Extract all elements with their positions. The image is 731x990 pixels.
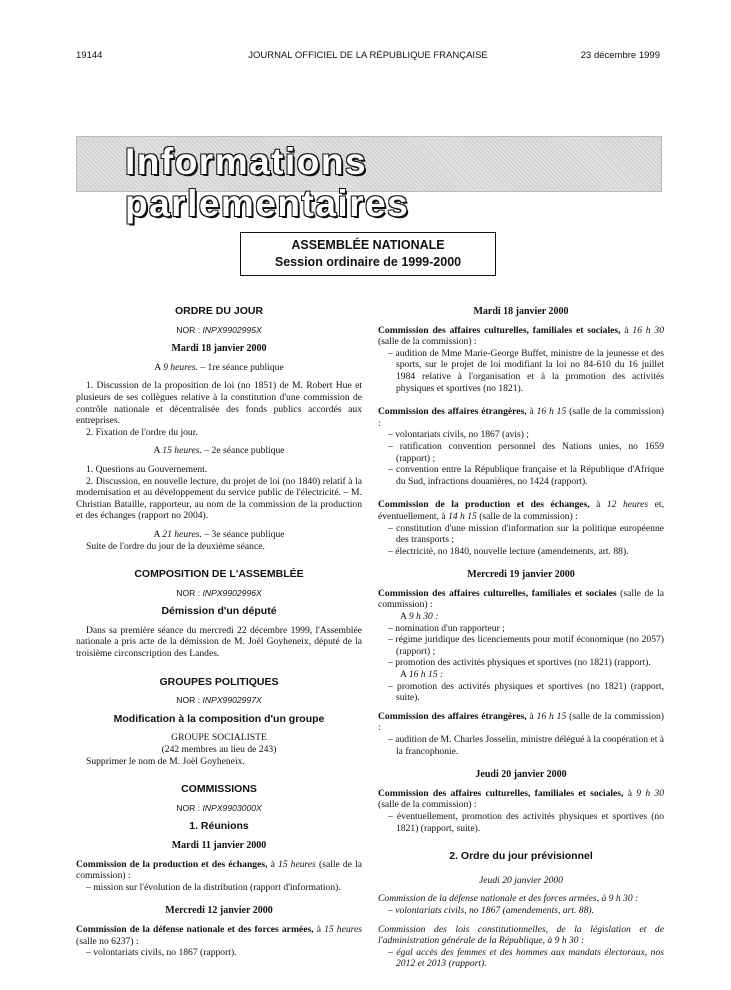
issue-date: 23 décembre 1999 <box>580 50 660 61</box>
agenda-item: 1. Discussion de la proposition de loi (no 1851) de M. Robert Hue et plusieurs de ses collègues relative à la constitution d'une commission de contrôle nationale et décentralisée des fonds publics accordés aux entreprises. <box>76 380 362 427</box>
assembly-name: ASSEMBLÉE NATIONALE <box>291 238 445 252</box>
modification-heading: Modification à la composition d'un groupe <box>113 712 325 725</box>
ordre-du-jour-heading: ORDRE DU JOUR <box>174 305 264 317</box>
agenda-item: 2. Discussion, en nouvelle lecture, du projet de loi (no 1840) relatif à la modernisation et au développement du service public de l'électricité. – M. Christian Bataille, rapporteur, au nom de la commission de la production et des échanges (rapport no 2004). <box>76 475 362 522</box>
list-item: – promotion des activités physiques et sportives (no 1821) (rapport, suite). <box>388 680 664 704</box>
nor-line: NOR : INPX9902995X <box>176 324 262 335</box>
group-name: GROUPE SOCIALISTE <box>171 732 267 744</box>
date-heading: Mardi 11 janvier 2000 <box>171 840 267 851</box>
list-item: – volontariats civils, no 1867 (amendements, art. 88). <box>388 904 594 916</box>
page-number: 19144 <box>76 50 103 61</box>
commissions-heading: COMMISSIONS <box>181 783 257 796</box>
list-item: – audition de Mme Marie-George Buffet, ministre de la jeunesse et des sports, sur le projet de loi modifiant la loi no 84-610 du 16 juillet 1984 relative à l'organisation et à la promotion des activités physiques et sportives (no 1821). <box>388 347 664 394</box>
list-item: – ratification convention personnel des Nations unies, no 1659 (rapport) ; <box>388 440 664 464</box>
right-column <box>378 306 664 970</box>
seance-line: A 21 heures. – 3e séance publique <box>153 528 285 540</box>
journal-title: JOURNAL OFFICIEL DE LA RÉPUBLIQUE FRANÇAISE <box>248 50 488 61</box>
commission-entry: Commission des affaires étrangères, à 16 h 15 (salle de la commission) : <box>378 406 665 429</box>
group-count: (242 membres au lieu de 243) <box>161 744 277 756</box>
date-heading: Jeudi 20 janvier 2000 <box>479 874 563 886</box>
commission-entry: Commission des lois constitutionnelles, de la législation et de l'administration générale de la République, à 9 h 30 : <box>378 923 664 947</box>
nor-line: NOR : INPX9902997X <box>176 695 262 706</box>
date-heading: Mardi 18 janvier 2000 <box>171 343 267 355</box>
commission-entry: Commission des affaires culturelles, familiales et sociales, à 9 h 30 (salle de la commission) : <box>378 787 664 811</box>
section-banner <box>76 136 662 224</box>
list-item: – nomination d'un rapporteur ; <box>388 622 505 634</box>
seance-line: A 9 heures. – 1re séance publique <box>154 361 284 373</box>
list-item: – volontariats civils, no 1867 (rapport). <box>86 947 237 959</box>
left-column <box>76 306 362 959</box>
list-item: – électricité, no 1840, nouvelle lecture (amendements, art. 88). <box>388 545 629 557</box>
agenda-item: 2. Fixation de l'ordre du jour. <box>86 426 198 438</box>
list-item: – promotion des activités physiques et sportives (no 1821) (rapport). <box>388 657 651 669</box>
list-item: – mission sur l'évolution de la distribution (rapport d'information). <box>86 881 341 893</box>
date-heading: Mercredi 12 janvier 2000 <box>165 905 273 917</box>
nor-line: NOR : INPX9903000X <box>176 802 262 813</box>
demission-text: Dans sa première séance du mercredi 22 décembre 1999, l'Assemblée nationale a pris acte de la démission de M. Joël Goyheneix, député de la troisième circonscription des Landes. <box>76 624 362 660</box>
list-item: – égal accès des femmes et des hommes aux mandats électoraux, nos 2012 et 2013 (rapport). <box>388 946 664 970</box>
assembly-box <box>240 232 496 276</box>
date-heading: Mardi 18 janvier 2000 <box>473 306 569 317</box>
seance-line: A 15 heures. – 2e séance publique <box>153 445 285 457</box>
date-heading: Mercredi 19 janvier 2000 <box>467 569 575 581</box>
nor-line: NOR : INPX9902996X <box>176 587 262 598</box>
commission-entry: Commission de la défense nationale et des forces armées, à 15 heures (salle no 6237) : <box>76 923 363 947</box>
commission-entry: Commission des affaires culturelles, familiales et sociales (salle de la commission) : <box>378 587 664 611</box>
commission-entry: Commission de la production et des échanges, à 12 heures et, éventuellement, à 14 h 15 (salle de la commission) : <box>378 499 664 522</box>
ordre-previsionnel-heading: 2. Ordre du jour prévisionnel <box>449 850 593 863</box>
commission-entry: Commission de la défense nationale et des forces armées, à 9 h 30 : <box>378 893 639 905</box>
groupes-text: Supprimer le nom de M. Joël Goyheneix. <box>86 755 245 767</box>
time-line: A 9 h 30 : <box>400 611 439 623</box>
commission-entry: Commission de la production et des échanges, à 15 heures (salle de la commission) : <box>76 858 363 882</box>
banner-title: Informations parlementaires <box>125 141 410 224</box>
date-heading: Jeudi 20 janvier 2000 <box>475 769 567 781</box>
reunions-heading: 1. Réunions <box>189 820 249 833</box>
groupes-heading: GROUPES POLITIQUES <box>159 675 279 688</box>
commission-entry: Commission des affaires culturelles, familiales et sociales, à 16 h 30 (salle de la commission) : <box>378 324 664 348</box>
list-item: – régime juridique des licenciements pour motif économique (no 2057) (rapport) ; <box>388 634 664 657</box>
list-item: – constitution d'une mission d'information sur la politique européenne des transports ; <box>388 522 664 546</box>
agenda-item: Suite de l'ordre du jour de la deuxième séance. <box>86 540 265 552</box>
page-header <box>76 50 660 64</box>
list-item: – audition de M. Charles Josselin, ministre délégué à la coopération et à la francophonie. <box>388 734 665 757</box>
list-item: – éventuellement, promotion des activités physiques et sportives (no 1821) (rapport, suite). <box>388 810 664 834</box>
commission-entry: Commission des affaires étrangères, à 16 h 15 (salle de la commission) : <box>378 710 665 734</box>
composition-heading: COMPOSITION DE L'ASSEMBLÉE <box>134 568 304 581</box>
list-item: – convention entre la République française et la République d'Afrique du Sud, infractions douanières, no 1424 (rapport). <box>388 464 664 487</box>
session-name: Session ordinaire de 1999-2000 <box>274 255 462 269</box>
agenda-item: 1. Questions au Gouvernement. <box>86 463 208 475</box>
time-line: A 16 h 15 : <box>400 669 444 681</box>
demission-heading: Démission d'un député <box>161 605 277 618</box>
list-item: – volontariats civils, no 1867 (avis) ; <box>388 429 529 441</box>
